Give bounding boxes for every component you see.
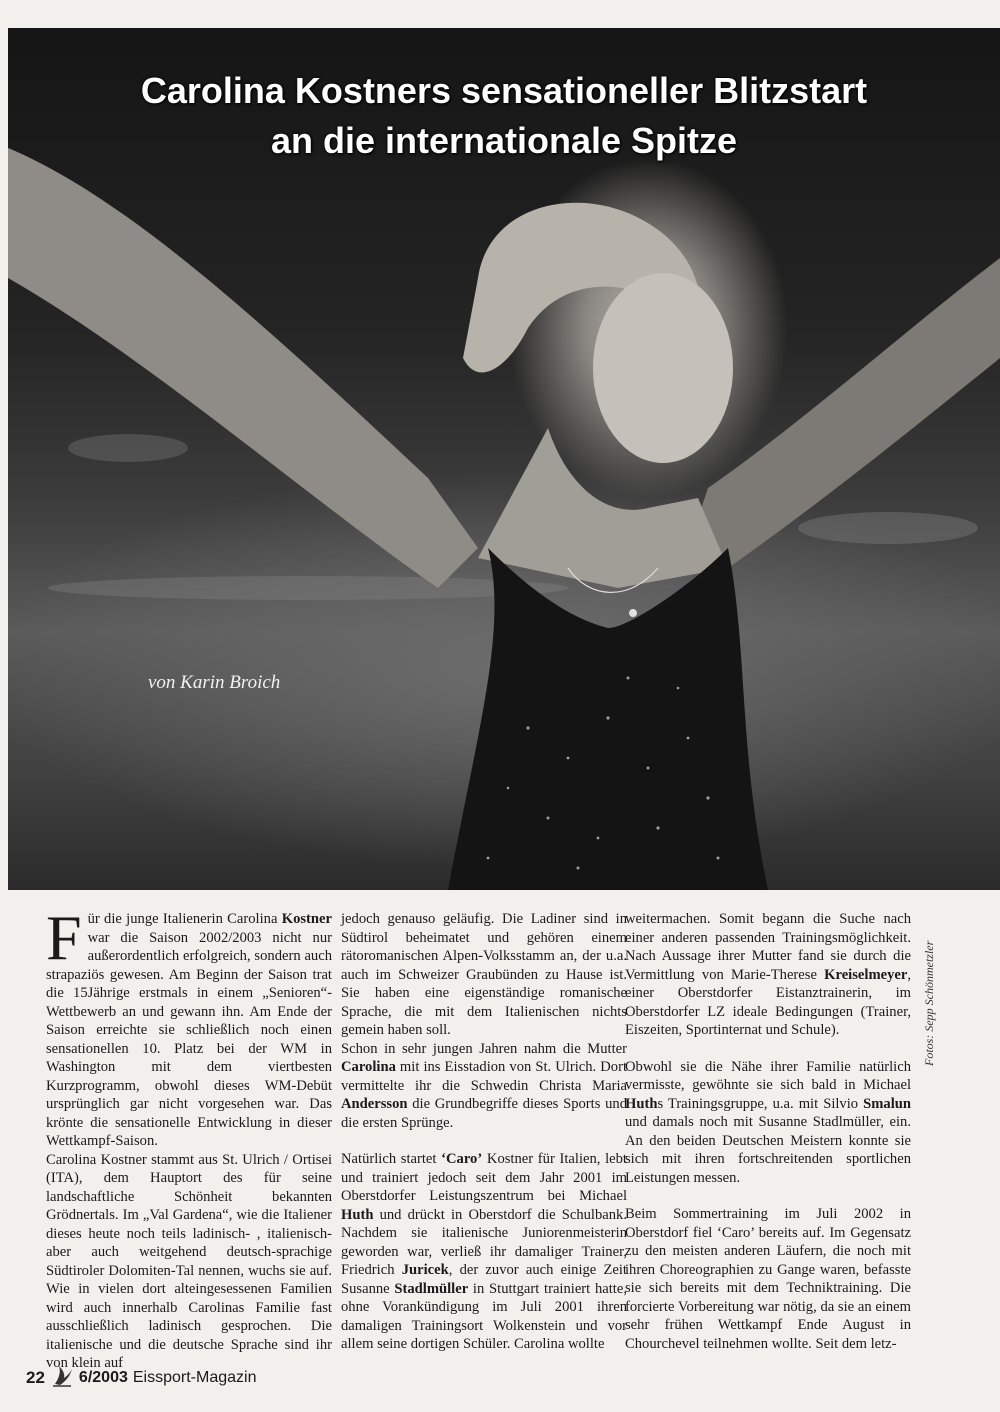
byline: von Karin Broich — [148, 672, 281, 693]
text-run: , einer Oberstdorfer Eistanztrainerin, im Oberstdorfer LZ ideale Bedingungen (Trainer, Eiszeiten, Sportinternat und Schule). — [625, 966, 911, 1038]
name-stadlmueller: Stadlmüller — [394, 1280, 469, 1297]
photo-credit: Fotos: Sepp Schönmetzler — [922, 940, 936, 1066]
text-run: , der zuvor auch einige Zeit Susanne — [341, 1262, 627, 1297]
drop-cap: F — [46, 902, 82, 973]
name-huth: Huth — [341, 1206, 374, 1223]
name-carolina: Carolina — [341, 1059, 396, 1075]
paragraph — [625, 1058, 911, 1188]
column-2 — [341, 910, 627, 1354]
text-run: und drückt in Oberstdorf die Schulbank. Nachdem sie italienische Juniorenmeisterin geworden war, verließ ihr damaliger Trainer, Friedrich — [341, 1206, 627, 1278]
text-run: mit ins Eisstadion von St. Ulrich. Dort vermittelte ihr die Schwedin Christa Maria — [341, 1059, 627, 1094]
name-juricek: Juricek — [401, 1262, 449, 1278]
text-run: Schon in sehr jungen Jahren nahm die Mutter — [341, 1040, 627, 1057]
article-title-line2: an die internationale Spitze — [270, 120, 738, 161]
text-run: s Trainingsgruppe, u.a. mit Silvio — [657, 1095, 864, 1112]
article-title — [8, 66, 1000, 166]
paragraph: Beim Sommertraining im Juli 2002 in Oberstdorf fiel ‘Caro’ bereits auf. Im Gegensatz zu den meisten anderen Läufern, die noch mit ihren Choreographien zu Gange waren, befasste sie sich bereits mit dem Techniktraining. Die forcierte Vorbereitung war nötig, da sie an einem sehr frühen Wettkampf Ende August in Chourchevel teilnehmen wollte. Seit dem letz- — [625, 1206, 911, 1352]
text-run: in Stuttgart trainiert hatte, ohne Vorankündigung im Juli 2001 ihren damaligen Trainingsort Wolkenstein und vor allem seine dortigen Schüler. Carolina wollte — [341, 1280, 627, 1352]
column-3 — [625, 910, 911, 1353]
article-title-line1: Carolina Kostners sensationeller Blitzstart — [140, 70, 868, 111]
text-run: und damals noch mit Susanne Stadlmüller, ein. An den beiden Deutschen Meistern konnte sie sich mit ihren fortschreitenden sportlichen Leistungen messen. — [625, 1114, 911, 1186]
name-andersson: Andersson — [341, 1096, 408, 1112]
hero-photo — [8, 28, 1000, 890]
column-1 — [46, 902, 332, 1373]
issue-number: 6/2003 — [78, 1369, 128, 1386]
name-kostner: Kostner — [281, 911, 332, 927]
paragraph: jedoch genauso geläufig. Die Ladiner sind in Südtirol beheimatet und gehören einem rätoromanischen Alpen-Volksstamm an, der u.a. auch im Schweizer Graubünden zu Hause ist. Sie haben eine eigenständige romanische Sprache, die mit dem Italienischen nichts gemein haben soll. — [341, 911, 627, 1038]
text-run: Obwohl sie die Nähe ihrer Familie natürlich vermisste, gewöhnte sie sich bald in Michael — [625, 1058, 911, 1093]
name-kreiselmeyer: Kreiselmeyer — [824, 966, 908, 983]
text-run: Natürlich startet — [341, 1151, 442, 1167]
text-run: Kostner für Italien, lebt und trainiert jedoch seit dem Jahr 2001 im Oberstdorfer Leistungszentrum bei Michael — [341, 1151, 627, 1204]
paragraph — [341, 1150, 627, 1354]
name-smalun: Smalun — [863, 1095, 911, 1112]
page-number: 22 — [26, 1368, 45, 1387]
paragraph — [625, 910, 911, 1040]
name-caro: ‘Caro’ — [441, 1151, 483, 1167]
text-run: war die Saison 2002/2003 nicht nur außerordentlich erfolgreich, sondern auch strapaziös gewesen. Am Beginn der Saison trat die 15Jährige erstmals in einem „Senioren“-Wettbewerb an und gewann ihn. Am Ende der Saison erreichte sie schließlich noch einen sensationellen 10. Platz bei der WM in Washington mit dem viertbesten Kurzprogramm, obwohl dieses WM-Debüt ursprünglich gar nicht vorgesehen war. Das krönte die sensationelle Entwicklung in dieser Wettkampf-Saison. — [46, 929, 332, 1149]
paragraph: Carolina Kostner stammt aus St. Ulrich / Ortisei (ITA), dem Hauptort des für seine landschaftliche Schönheit bekannten Grödnertals. Im „Val Gardena“, wie die Italiener dieses heute noch teils ladinisch- , italienisch- aber auch weitgehend deutsch-sprachige Südtiroler Dolomiten-Tal nennen, wuchs sie auf. Wie in vielen dort alteingesessenen Familien wird auch innerhalb Carolinas Familie fast ausschließlich ladinisch gesprochen. Die italienische und die deutsche Sprache sind ihr von klein auf — [46, 1151, 332, 1371]
name-huth: Huth — [625, 1095, 658, 1112]
text-run: die Grundbegriffe dieses Sports und die ersten Sprünge. — [341, 1096, 627, 1131]
text-run: weitermachen. Somit begann die Suche nach einer anderen passenden Trainingsmöglichkeit. Nach Aussage ihrer Mutter fand sie durch die Vermittlung von Marie-Therese — [625, 911, 911, 983]
text-run: ür die junge Italienerin Carolina — [87, 911, 282, 927]
magazine-name: Eissport-Magazin — [132, 1369, 257, 1386]
paragraph — [46, 902, 332, 1151]
page-footer — [26, 1364, 256, 1392]
skater-logo-icon — [51, 1364, 73, 1393]
paragraph — [341, 1040, 627, 1133]
